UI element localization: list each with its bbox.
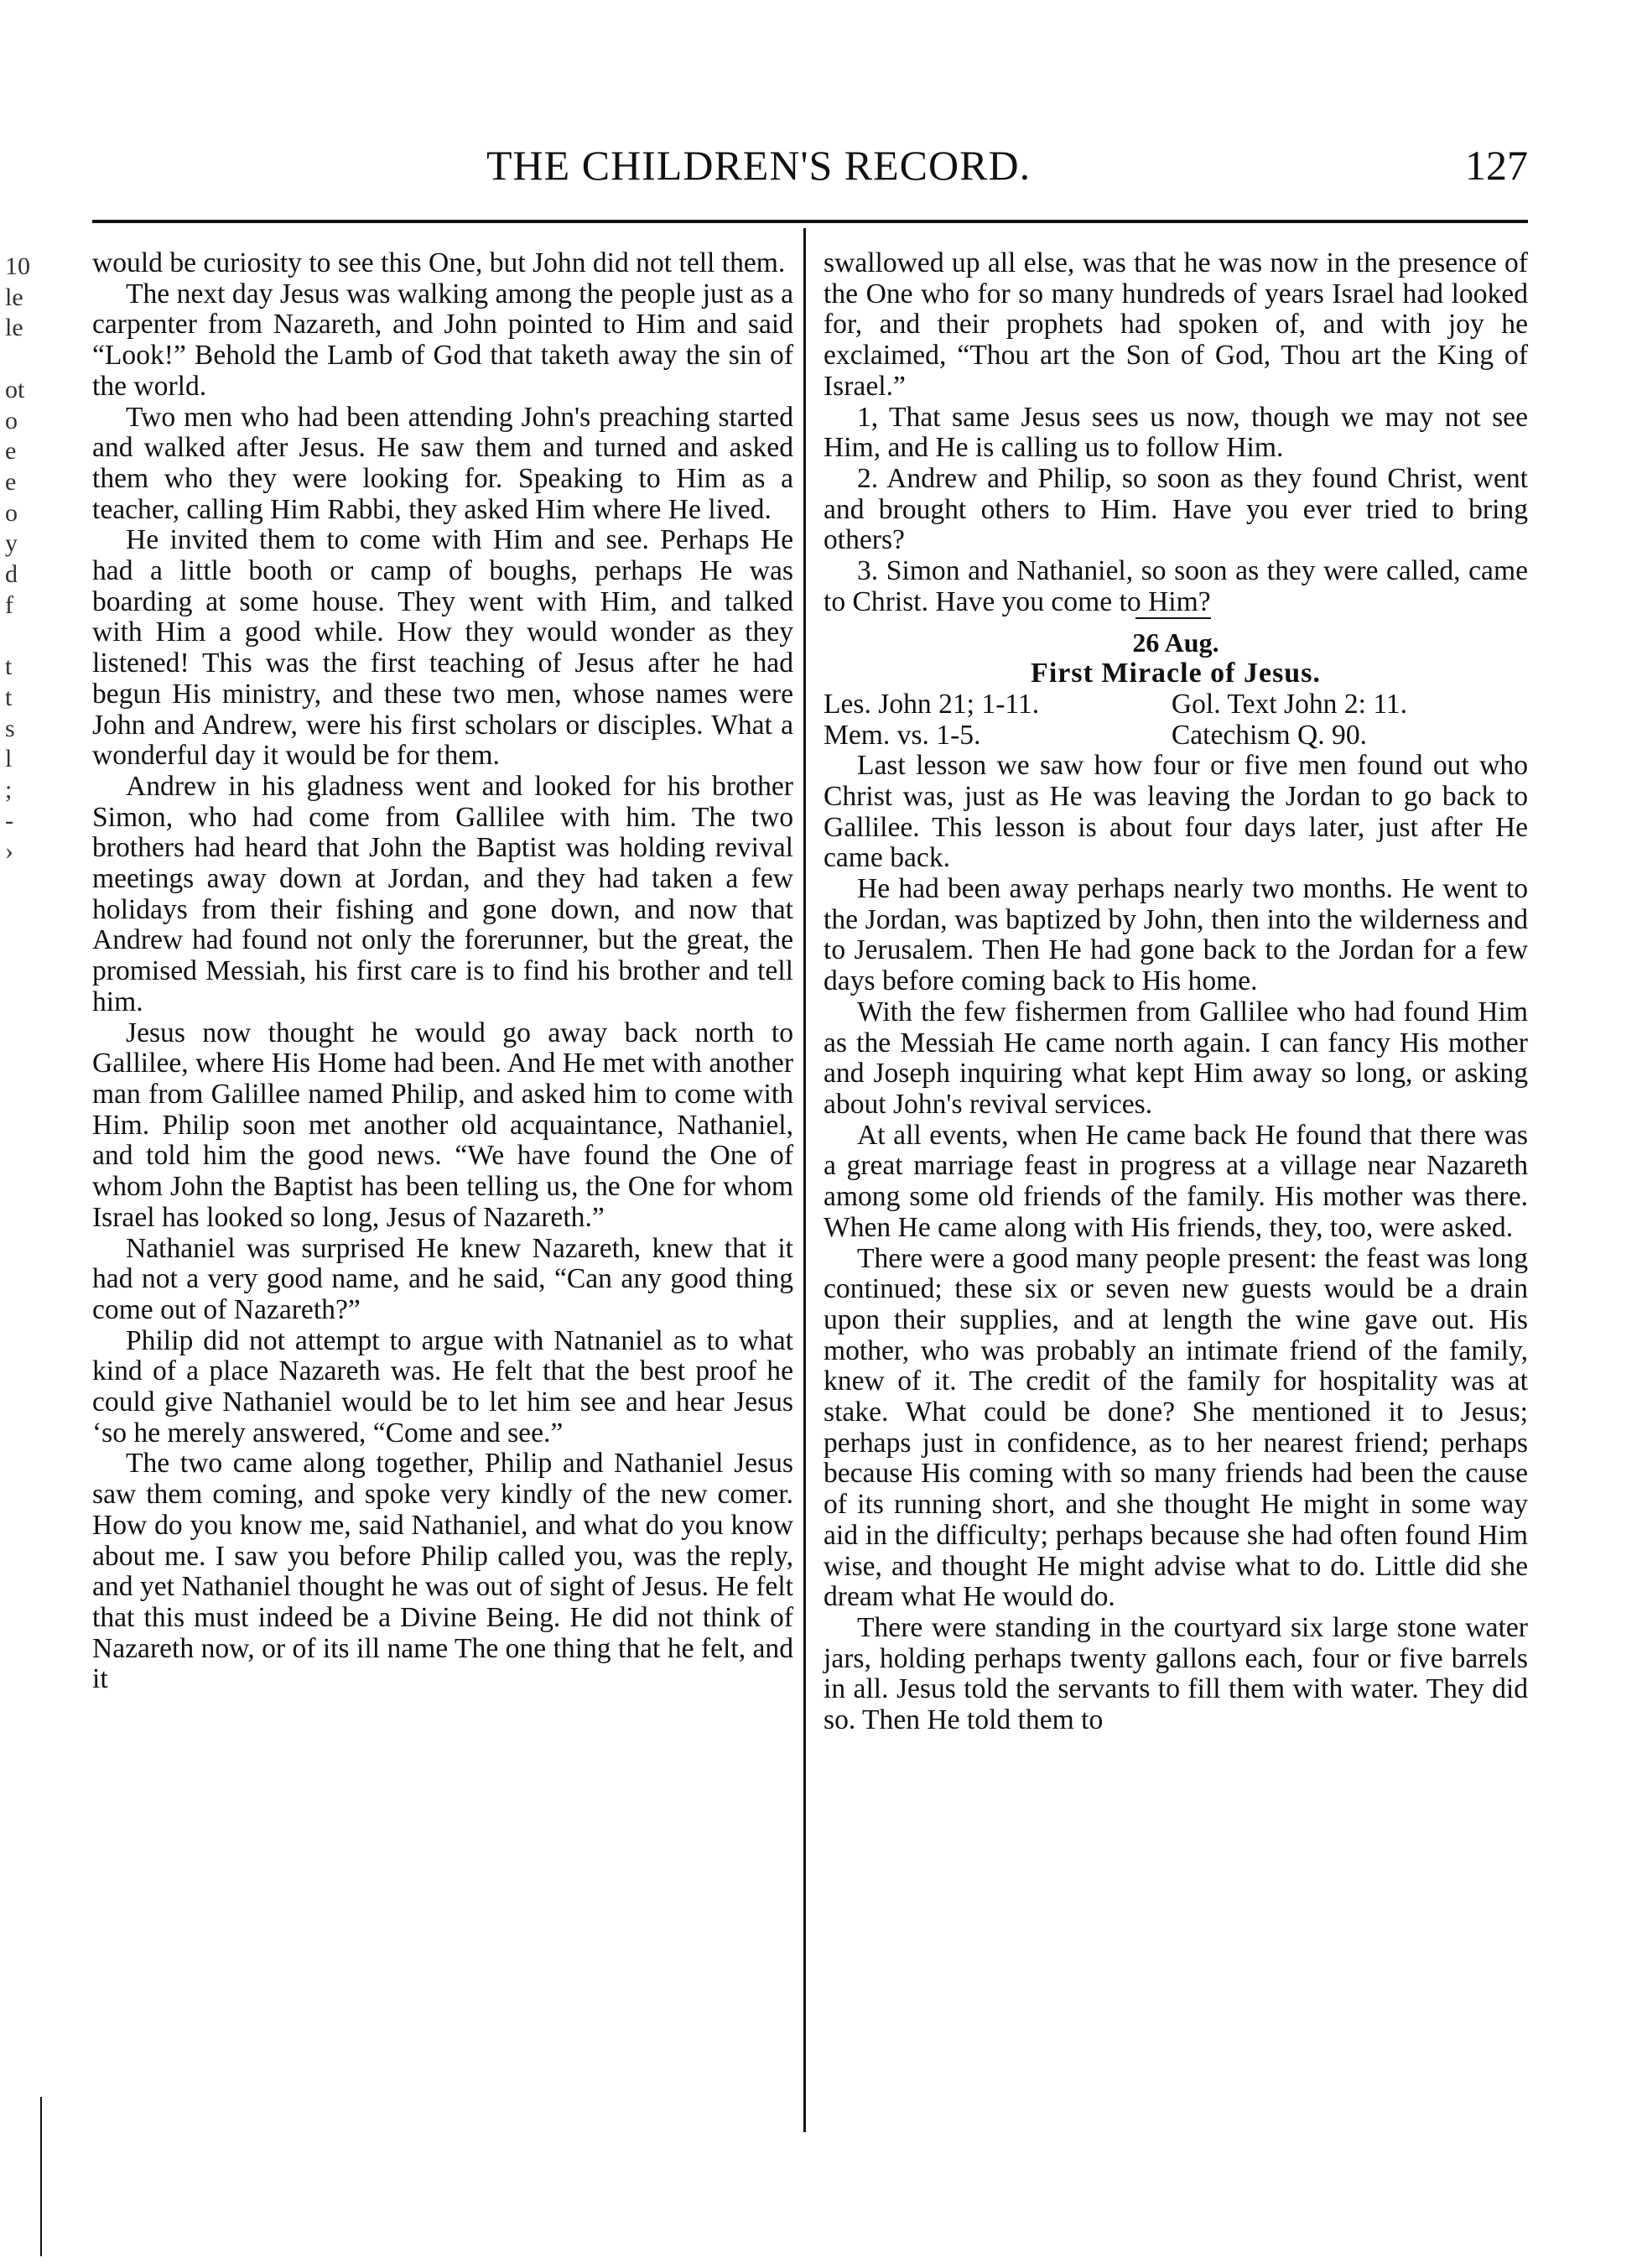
margin-fragment [5,344,35,375]
paragraph: The next day Jesus was walking among the people just as a carpenter from Nazareth, and John pointed to Him and said “Look!” Behold the Lamb of God that taketh away the sin of the world. [92,278,793,402]
margin-fragment [5,621,35,652]
margin-fragment: o [5,498,18,527]
margin-fragments [5,252,35,867]
paragraph: swallowed up all else, was that he was now in the presence of the One who for so many hundreds of years Israel had looked for, and their prophets had spoken of, and with joy he exclaimed, “Thou art the Son of God, Thou art the King of Israel.” [824,247,1528,402]
margin-fragment: d [5,560,18,589]
paragraph: The two came along together, Philip and Nathaniel Jesus saw them coming, and spoke very kindly of the new comer. How do you know me, said Nathaniel, and what do you know about me. I saw you before Philip called you, was the reply, and yet Nathaniel thought he was out of sight of Jesus. He felt that this must indeed be a Divine Being. He did not think of Nazareth now, or of its ill name The one thing that he felt, and it [92,1448,793,1695]
margin-fragment: y [5,529,18,558]
lesson-reference-row [824,689,1528,720]
margin-fragment: ot [5,375,25,403]
paragraph: 2. Andrew and Philip, so soon as they found Christ, went and brought others to Him. Have you ever tried to bring others? [824,462,1528,556]
margin-fragment: t [5,683,13,711]
paragraph: Last lesson we saw how four or five men found out who Christ was, just as He was leaving the Jordan to go back to Gallilee. This lesson is about four days later, just after He came back. [824,750,1528,874]
margin-fragment: t [5,653,13,681]
lesson-reference: Les. John 21; 1-11. [824,688,1040,720]
paragraph: At all events, when He came back He found that there was a great marriage feast in progress at a village near Nazareth among some old friends of the family. His mother was there. When He came along with His friends, they, too, were asked. [824,1119,1528,1243]
paragraph: 3. Simon and Nathaniel, so soon as they were called, came to Christ. Have you come to Him? [824,555,1528,617]
catechism: Catechism Q. 90. [1171,719,1368,751]
margin-fragment: - [5,806,13,835]
lesson-date: 26 Aug. [1132,627,1219,658]
paragraph: Philip did not attempt to argue with Natnaniel as to what kind of a place Nazareth was. He felt that the best proof he could give Nathaniel would be to let him see and hear Jesus ‘so he merely answered, “Come and see.” [92,1324,793,1449]
header-rule [92,220,1528,223]
paragraph: He had been away perhaps nearly two months. He went to the Jordan, was baptized by John, then into the wilderness and to Jerusalem. Then He had gone back to the Jordan for a few days before coming back to His home. [824,873,1528,997]
margin-fragment: ; [5,775,13,804]
paragraph: There were standing in the courtyard six large stone water jars, holding perhaps twenty gallons each, four or five barrels in all. Jesus told the servants to fill them with water. They did so. Then He told them to [824,1611,1528,1736]
page-header [92,141,1528,200]
lesson-memory-row [824,720,1528,752]
margin-fragment: s [5,714,15,742]
margin-fragment: o [5,406,18,434]
paragraph: Jesus now thought he would go away back north to Gallilee, where His Home had been. And He met with another man from Galillee named Philip, and asked him to come with Him. Philip soon met another old acquaintance, Nathaniel, and told him the good news. “We have found the One of whom John the Baptist has been telling us, the One for whom Israel has looked so long, Jesus of Nazareth.” [92,1017,793,1233]
margin-fragment: › [5,837,13,866]
publication-title: THE CHILDREN'S RECORD. [486,142,1031,189]
column-divider [803,228,806,2132]
margin-fragment: le [5,314,23,342]
golden-text: Gol. Text John 2: 11. [1171,688,1408,720]
lesson-title: First Miracle of Jesus. [1031,658,1321,689]
paragraph: 1, That same Jesus sees us now, though we may not see Him, and He is calling us to follow Him. [824,401,1528,464]
paragraph: Two men who had been attending John's preaching started and walked after Jesus. He saw them and turned and asked them who they were looking for. Speaking to Him as a teacher, calling Him Rabbi, they asked Him where He lived. [92,401,793,525]
margin-fragment: e [5,467,17,496]
paragraph: Andrew in his gladness went and looked for his brother Simon, who had come from Gallilee with him. The two brothers had heard that John the Baptist was holding revival meetings away down at Jordan, and they had taken a few holidays from their fishing and gone down, and now that Andrew had found not only the forerunner, but the great, the promised Messiah, his first care is to find his brother and tell him. [92,770,793,1017]
paragraph: With the few fishermen from Gallilee who had found Him as the Messiah He came north again. I can fancy His mother and Joseph inquiring what kept Him away so long, or asking about John's revival services. [824,996,1528,1120]
section-rule [1135,617,1211,619]
paragraph: There were a good many people present: the feast was long continued; these six or seven new guests would be a drain upon their supplies, and at length the wine gave out. His mother, who was probably an intimate friend of the family, knew of it. The credit of the family for hospitality was at stake. What could be done? She mentioned it to Jesus; perhaps just in confidence, as to her nearest friend; perhaps because His coming with so many friends had been the cause of its running short, and she thought He might in some way aid in the difficulty; perhaps because she had often found Him wise, and thought He might advise what to do. Little did she dream what He would do. [824,1242,1528,1613]
paragraph: would be curiosity to see this One, but John did not tell them. [92,247,786,278]
margin-fragment: l [5,745,13,773]
left-column [92,248,793,1695]
paragraph: He invited them to come with Him and see. Perhaps He had a little booth or camp of boughs, perhaps He was boarding at some house. They went with Him, and talked with Him a good while. How they would wonder as they listened! This was the first teaching of Jesus after he had begun His ministry, and these two men, whose names were John and Andrew, were his first scholars or disciples. What a wonderful day it would be for them. [92,524,793,772]
margin-fragment: e [5,437,17,466]
paragraph: Nathaniel was surprised He knew Nazareth, knew that it had not a very good name, and he said, “Can any good thing come out of Nazareth?” [92,1232,793,1325]
margin-fragment: le [5,283,23,311]
memory-verses: Mem. vs. 1-5. [824,719,981,751]
margin-fragment: 10 [5,252,30,280]
margin-rule [40,2097,42,2256]
page-number: 127 [1465,142,1528,189]
right-column [824,248,1528,1736]
margin-fragment: f [5,590,13,619]
